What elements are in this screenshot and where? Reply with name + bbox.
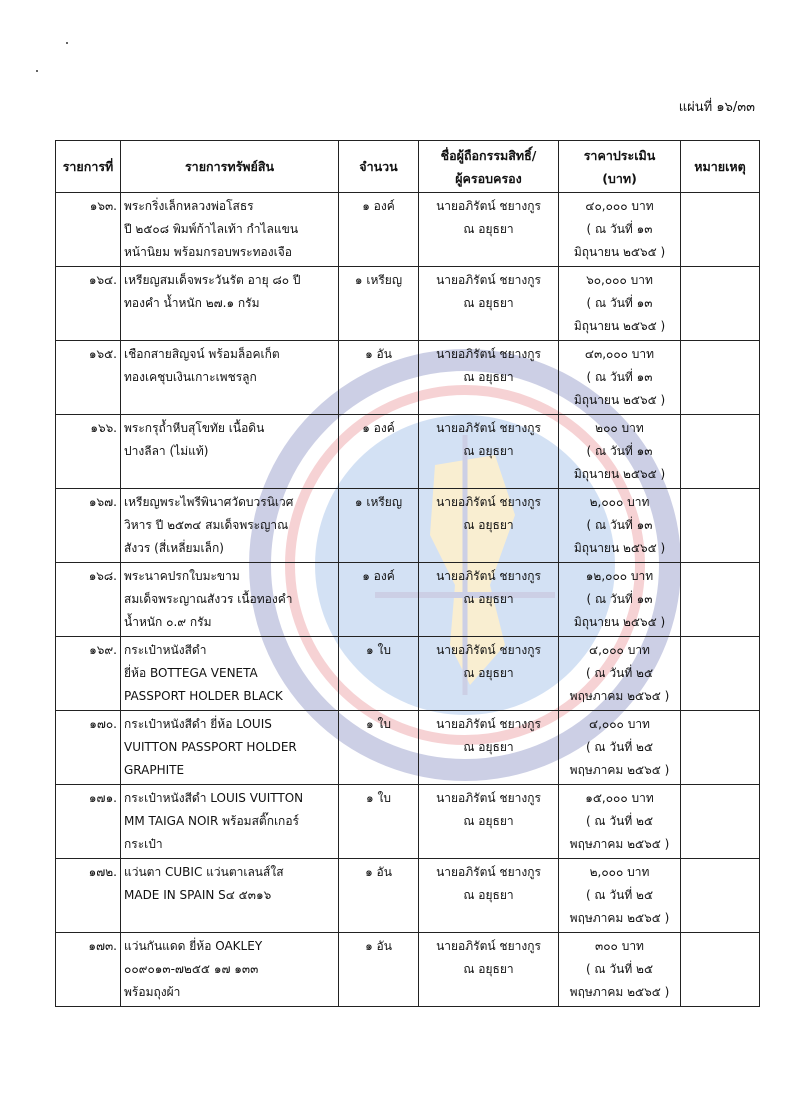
table-row [56, 341, 760, 415]
cell-no [56, 193, 121, 267]
cell-line: กระเป๋า [124, 837, 163, 851]
table-row [56, 859, 760, 933]
cell-note [681, 193, 760, 267]
cell-item [121, 341, 339, 415]
cell-line: ( ณ วันที่ ๑๓ [586, 222, 653, 236]
cell-line: ( ณ วันที่ ๑๓ [586, 296, 653, 310]
cell-line: เหรียญสมเด็จพระวันรัต อายุ ๘๐ ปี [124, 273, 301, 287]
cell-qty [339, 637, 419, 711]
header-text: หมายเหตุ [694, 159, 746, 174]
cell-line: ( ณ วันที่ ๑๓ [586, 518, 653, 532]
header-text: รายการที่ [62, 159, 114, 174]
cell-line: ณ อยุธยา [463, 962, 514, 976]
cell-qty [339, 489, 419, 563]
cell-no [56, 711, 121, 785]
cell-line: ๑๕,๐๐๐ บาท [585, 791, 654, 805]
cell-item [121, 859, 339, 933]
cell-line: ๔๓,๐๐๐ บาท [584, 347, 655, 361]
table-row [56, 193, 760, 267]
cell-line: ๔๐,๐๐๐ บาท [585, 199, 654, 213]
cell-line: ณ อยุธยา [463, 296, 514, 310]
cell-line: ๑ ใบ [366, 791, 391, 805]
cell-line: เชือกสายสิญจน์ พร้อมล็อคเก็ต [124, 347, 280, 361]
cell-line: ๑๒,๐๐๐ บาท [585, 569, 654, 583]
col-header-item [121, 141, 339, 193]
cell-item [121, 563, 339, 637]
cell-line: นายอภิรัตน์ ชยางกูร [436, 495, 541, 509]
cell-line: MADE IN SPAIN S๔ ๕๓๑๖ [124, 888, 272, 902]
header-text [562, 144, 677, 190]
cell-line: น้ำหนัก ๐.๙ กรัม [124, 615, 212, 629]
cell-no [56, 785, 121, 859]
cell-no [56, 489, 121, 563]
cell-price [559, 711, 681, 785]
cell-line: พฤษภาคม ๒๕๖๕ ) [569, 985, 670, 999]
cell-line: มิถุนายน ๒๕๖๕ ) [573, 467, 666, 481]
table-row [56, 637, 760, 711]
cell-line: นายอภิรัตน์ ชยางกูร [436, 569, 541, 583]
cell-line: ๑ เหรียญ [354, 495, 403, 509]
header-line: ราคาประเมิน [583, 147, 656, 163]
col-header-no [56, 141, 121, 193]
cell-price [559, 933, 681, 1007]
cell-owner [419, 415, 559, 489]
cell-line: ( ณ วันที่ ๒๕ [585, 666, 654, 680]
cell-owner [419, 193, 559, 267]
cell-line: พฤษภาคม ๒๕๖๕ ) [569, 763, 670, 777]
cell-owner [419, 489, 559, 563]
cell-line: นายอภิรัตน์ ชยางกูร [436, 199, 541, 213]
cell-line: ณ อยุธยา [463, 370, 514, 384]
cell-item [121, 415, 339, 489]
header-line: ชื่อผู้ถือกรรมสิทธิ์/ [440, 147, 537, 163]
cell-no [56, 341, 121, 415]
cell-price [559, 489, 681, 563]
cell-line: เหรียญพระไพรีพินาศวัดบวรนิเวศ [124, 495, 294, 509]
cell-owner [419, 933, 559, 1007]
cell-line: พระกริ่งเล็กหลวงพ่อโสธร [124, 199, 254, 213]
cell-item [121, 193, 339, 267]
cell-note [681, 785, 760, 859]
cell-line: ๔,๐๐๐ บาท [589, 643, 650, 657]
cell-qty [339, 933, 419, 1007]
cell-qty [339, 415, 419, 489]
cell-owner [419, 785, 559, 859]
cell-line: นายอภิรัตน์ ชยางกูร [436, 939, 541, 953]
cell-line: ปางลีลา (ไม่แท้) [124, 444, 209, 458]
cell-line: MM TAIGA NOIR พร้อมสติ๊กเกอร์ [124, 814, 299, 828]
table-row [56, 489, 760, 563]
cell-note [681, 489, 760, 563]
cell-note [681, 933, 760, 1007]
cell-no [56, 859, 121, 933]
cell-price [559, 859, 681, 933]
col-header-owner [419, 141, 559, 193]
cell-line: ๑๖๔. [88, 273, 117, 287]
col-header-note [681, 141, 760, 193]
cell-price [559, 785, 681, 859]
cell-line: ณ อยุธยา [463, 740, 514, 754]
cell-line: ๑ องค์ [362, 199, 395, 213]
cell-line: ปี ๒๕๐๘ พิมพ์ก้าไลเท้า กำไลแขน [124, 222, 299, 236]
cell-line: ๒๐๐ บาท [595, 421, 644, 435]
cell-line: GRAPHITE [124, 763, 185, 777]
cell-no [56, 415, 121, 489]
cell-line: PASSPORT HOLDER BLACK [124, 689, 283, 703]
scan-speck [66, 42, 68, 44]
header-text: รายการทรัพย์สิน [184, 159, 275, 174]
cell-item [121, 637, 339, 711]
cell-line: มิถุนายน ๒๕๖๕ ) [573, 393, 666, 407]
cell-line: แว่นกันแดด ยี่ห้อ OAKLEY [124, 939, 263, 953]
cell-line: ๑ องค์ [362, 421, 395, 435]
cell-line: ทองคำ น้ำหนัก ๒๗.๑ กรัม [124, 296, 260, 310]
cell-qty [339, 267, 419, 341]
cell-line: ๐๐๙๐๑๓-๗๒๕๕ ๑๗ ๑๓๓ [124, 962, 259, 976]
table-row [56, 785, 760, 859]
cell-price [559, 415, 681, 489]
cell-line: ๑๖๕. [88, 347, 117, 361]
cell-qty [339, 785, 419, 859]
header-line: (บาท) [602, 170, 637, 186]
cell-owner [419, 563, 559, 637]
cell-line: นายอภิรัตน์ ชยางกูร [436, 347, 541, 361]
asset-table [55, 140, 760, 1007]
cell-line: ๒,๐๐๐ บาท [589, 495, 650, 509]
col-header-price [559, 141, 681, 193]
cell-line: ๔,๐๐๐ บาท [589, 717, 650, 731]
cell-line: ๑๖๙. [89, 643, 117, 657]
cell-no [56, 563, 121, 637]
cell-line: มิถุนายน ๒๕๖๕ ) [573, 615, 666, 629]
cell-note [681, 637, 760, 711]
cell-price [559, 563, 681, 637]
cell-note [681, 859, 760, 933]
cell-qty [339, 341, 419, 415]
cell-no [56, 933, 121, 1007]
cell-owner [419, 267, 559, 341]
cell-price [559, 341, 681, 415]
cell-line: ๑๗๑. [88, 791, 117, 805]
cell-line: ๑ เหรียญ [354, 273, 403, 287]
cell-line: ณ อยุธยา [463, 888, 514, 902]
cell-price [559, 193, 681, 267]
cell-line: ( ณ วันที่ ๒๕ [585, 888, 654, 902]
cell-note [681, 711, 760, 785]
cell-item [121, 785, 339, 859]
cell-line: ๑๖๖. [90, 421, 117, 435]
cell-line: สังวร (สี่เหลี่ยมเล็ก) [124, 541, 224, 555]
cell-line: ณ อยุธยา [463, 814, 514, 828]
cell-line: ( ณ วันที่ ๑๓ [586, 370, 653, 384]
cell-line: ณ อยุธยา [463, 518, 514, 532]
cell-line: ( ณ วันที่ ๒๕ [585, 814, 654, 828]
cell-line: มิถุนายน ๒๕๖๕ ) [573, 541, 666, 555]
cell-line: ๑ ใบ [366, 717, 391, 731]
cell-line: ยี่ห้อ BOTTEGA VENETA [124, 666, 258, 680]
cell-line: ( ณ วันที่ ๑๓ [586, 444, 653, 458]
header-text [422, 144, 555, 190]
cell-qty [339, 859, 419, 933]
table-header-row [56, 141, 760, 193]
cell-line: ๑ อัน [365, 865, 392, 879]
cell-line: พร้อมถุงผ้า [124, 985, 181, 999]
cell-item [121, 711, 339, 785]
cell-line: พฤษภาคม ๒๕๖๕ ) [569, 911, 670, 925]
cell-qty [339, 711, 419, 785]
cell-line: ๑ ใบ [366, 643, 391, 657]
cell-line: พฤษภาคม ๒๕๖๕ ) [569, 837, 670, 851]
cell-line: วิหาร ปี ๒๕๓๔ สมเด็จพระญาณ [124, 518, 289, 532]
cell-owner [419, 637, 559, 711]
cell-line: นายอภิรัตน์ ชยางกูร [436, 791, 541, 805]
cell-item [121, 489, 339, 563]
cell-line: กระเป๋าหนังสีดำ ยี่ห้อ LOUIS [124, 717, 272, 731]
cell-line: ๑๖๗. [88, 495, 117, 509]
cell-line: แว่นตา CUBIC แว่นตาเลนส์ใส [124, 865, 284, 879]
cell-line: พฤษภาคม ๒๕๖๕ ) [569, 689, 670, 703]
cell-line: ณ อยุธยา [463, 222, 514, 236]
cell-line: นายอภิรัตน์ ชยางกูร [436, 273, 541, 287]
cell-line: ๑ อัน [365, 347, 392, 361]
cell-line: นายอภิรัตน์ ชยางกูร [436, 717, 541, 731]
cell-line: กระเป๋าหนังสีดำ LOUIS VUITTON [124, 791, 304, 805]
cell-line: ๖๐,๐๐๐ บาท [586, 273, 653, 287]
cell-line: ๑ องค์ [362, 569, 395, 583]
cell-line: ๓๐๐ บาท [595, 939, 644, 953]
header-text: จำนวน [359, 159, 398, 174]
table-row [56, 415, 760, 489]
cell-qty [339, 193, 419, 267]
cell-line: ๑๗๒. [88, 865, 117, 879]
cell-line: นายอภิรัตน์ ชยางกูร [436, 865, 541, 879]
cell-line: VUITTON PASSPORT HOLDER [124, 740, 297, 754]
cell-line: มิถุนายน ๒๕๖๕ ) [573, 245, 666, 259]
cell-note [681, 267, 760, 341]
cell-line: ( ณ วันที่ ๑๓ [586, 592, 653, 606]
scan-speck [36, 70, 38, 72]
cell-owner [419, 711, 559, 785]
cell-line: ๑๖๘. [88, 569, 117, 583]
cell-line: ( ณ วันที่ ๒๕ [585, 740, 654, 754]
table-row [56, 267, 760, 341]
cell-line: พระกรุถ้ำหีบสุโขทัย เนื้อดิน [124, 421, 265, 435]
cell-line: มิถุนายน ๒๕๖๕ ) [573, 319, 666, 333]
cell-owner [419, 341, 559, 415]
cell-line: นายอภิรัตน์ ชยางกูร [436, 421, 541, 435]
cell-no [56, 637, 121, 711]
cell-line: ณ อยุธยา [463, 444, 514, 458]
cell-no [56, 267, 121, 341]
table-row [56, 933, 760, 1007]
col-header-qty [339, 141, 419, 193]
header-line: ผู้ครอบครอง [455, 170, 522, 186]
table-row [56, 711, 760, 785]
cell-item [121, 933, 339, 1007]
cell-price [559, 267, 681, 341]
cell-line: ทองเคชุบเงินเกาะเพชรลูก [124, 370, 257, 384]
cell-price [559, 637, 681, 711]
cell-note [681, 341, 760, 415]
cell-line: พระนาคปรกใบมะขาม [124, 569, 240, 583]
cell-item [121, 267, 339, 341]
cell-line: กระเป๋าหนังสีดำ [124, 643, 207, 657]
cell-line: ( ณ วันที่ ๒๕ [585, 962, 654, 976]
cell-line: นายอภิรัตน์ ชยางกูร [436, 643, 541, 657]
cell-line: ๑๗๓. [88, 939, 117, 953]
cell-line: ๑ อัน [365, 939, 392, 953]
cell-line: ๒,๐๐๐ บาท [589, 865, 650, 879]
cell-line: ณ อยุธยา [463, 666, 514, 680]
cell-line: ๑๗๐. [89, 717, 117, 731]
cell-note [681, 563, 760, 637]
cell-line: ๑๖๓. [89, 199, 117, 213]
cell-line: สมเด็จพระญาณสังวร เนื้อทองคำ [124, 592, 293, 606]
table-row [56, 563, 760, 637]
cell-qty [339, 563, 419, 637]
cell-note [681, 415, 760, 489]
cell-owner [419, 859, 559, 933]
sheet-number: แผ่นที่ ๑๖/๓๓ [678, 100, 755, 115]
cell-line: ณ อยุธยา [463, 592, 514, 606]
cell-line: หน้านิยม พร้อมกรอบพระทองเจือ [124, 245, 292, 259]
